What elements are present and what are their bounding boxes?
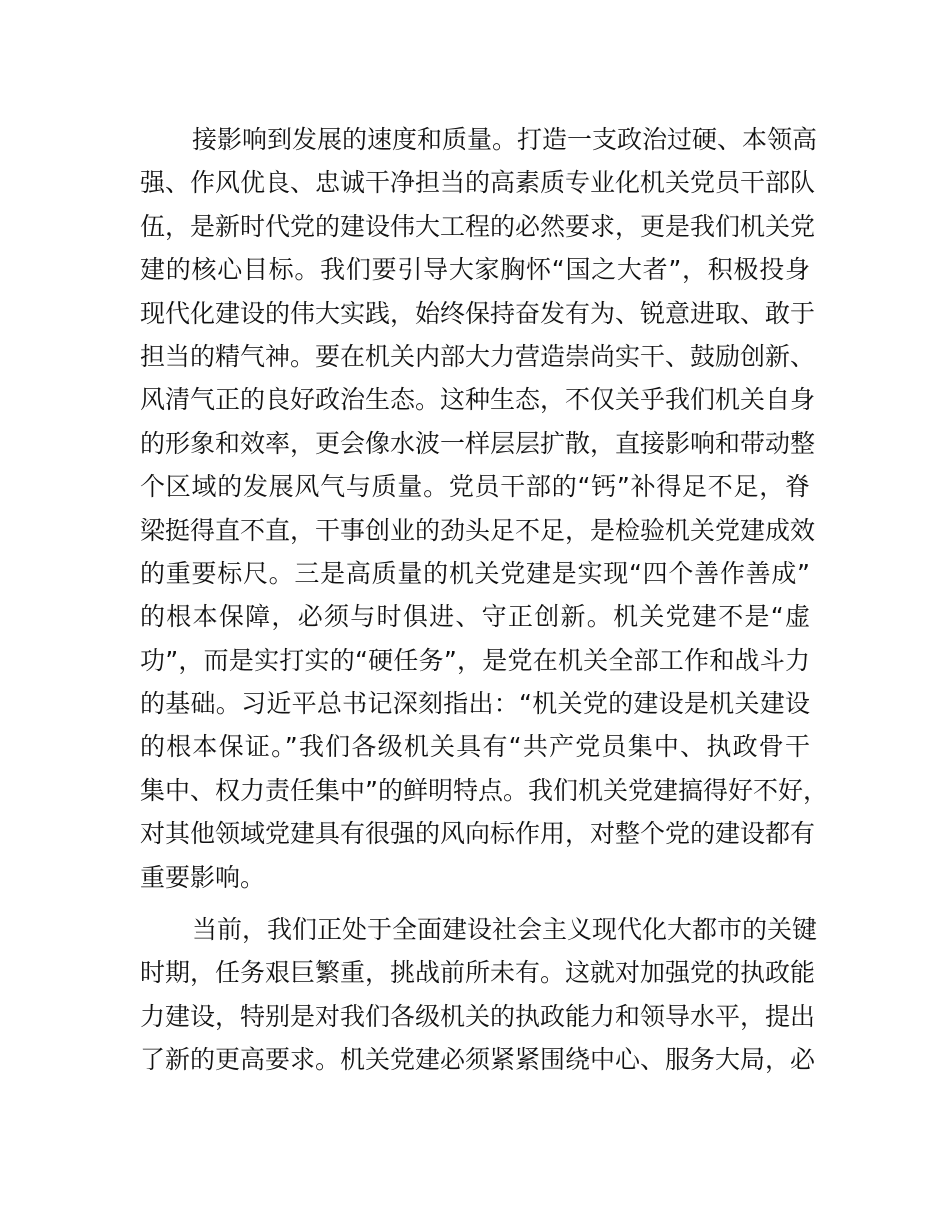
text-line: 担当的精气神。要在机关内部大力营造崇尚实干、鼓励创新、 <box>140 341 816 371</box>
text-line: 重要影响。 <box>140 862 266 892</box>
text-line: 建的核心目标。我们要引导大家胸怀“国之大者”，积极投身 <box>140 255 810 285</box>
text-line: 当前，我们正处于全面建设社会主义现代化大都市的关键 <box>192 915 818 944</box>
text-line: 个区域的发展风气与质量。党员干部的“钙”补得足不足，脊 <box>140 472 810 502</box>
text-line: 集中、权力责任集中”的鲜明特点。我们机关党建搞得好不好， <box>140 775 828 805</box>
text-line: 对其他领域党建具有很强的风向标作用，对整个党的建设都有 <box>140 819 816 849</box>
text-line: 的根本保证。”我们各级机关具有“共产党员集中、执政骨干 <box>140 732 810 762</box>
text-line: 的重要标尺。三是高质量的机关党建是实现“四个善作善成” <box>140 558 810 588</box>
text-line: 的基础。习近平总书记深刻指出：“机关党的建设是机关建设 <box>140 689 810 719</box>
text-line: 时期，任务艰巨繁重，挑战前所未有。这就对加强党的执政能 <box>140 958 816 988</box>
text-line: 功”，而是实打实的“硬任务”，是党在机关全部工作和战斗力 <box>140 645 810 675</box>
text-line: 伍，是新时代党的建设伟大工程的必然要求，更是我们机关党 <box>140 211 816 241</box>
paragraph-1 <box>140 118 828 899</box>
paragraph-2 <box>140 908 818 1082</box>
text-line: 强、作风优良、忠诚干净担当的高素质专业化机关党员干部队 <box>140 168 816 198</box>
text-line: 了新的更高要求。机关党建必须紧紧围绕中心、服务大局，必 <box>140 1045 816 1075</box>
text-line: 的形象和效率，更会像水波一样层层扩散，直接影响和带动整 <box>140 428 816 458</box>
text-line: 接影响到发展的速度和质量。打造一支政治过硬、本领高 <box>192 125 818 154</box>
text-line: 风清气正的良好政治生态。这种生态，不仅关乎我们机关自身 <box>140 385 816 415</box>
text-line: 现代化建设的伟大实践，始终保持奋发有为、锐意进取、敢于 <box>140 298 816 328</box>
text-line: 梁挺得直不直，干事创业的劲头足不足，是检验机关党建成效 <box>140 515 816 545</box>
text-line: 力建设，特别是对我们各级机关的执政能力和领导水平，提出 <box>140 1001 816 1031</box>
text-line: 的根本保障，必须与时俱进、守正创新。机关党建不是“虚 <box>140 602 810 632</box>
